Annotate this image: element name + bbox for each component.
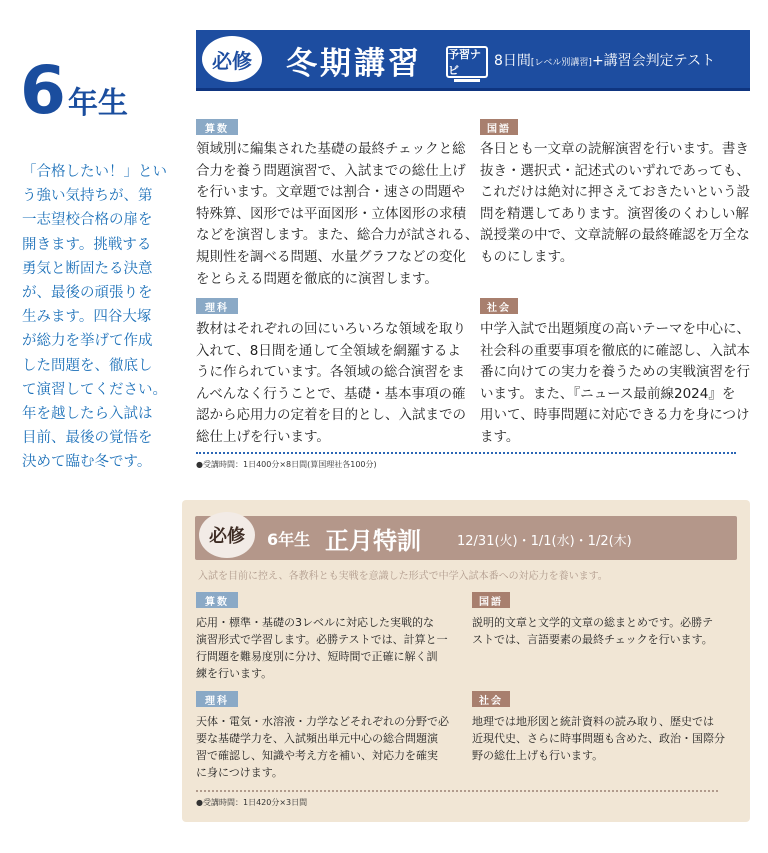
text-line: 各日とも一文章の読解演習を行います。書き (480, 141, 749, 157)
winter-time-note: ●受講時間：1日400分×8日間(算国理社各100分) (196, 460, 377, 469)
text-line: などを演習します。また、総合力が試される、 (196, 227, 479, 244)
text-line: います。また、『ニュース最前線2024』を (480, 385, 736, 402)
intro-line: が総力を挙げて作成 (22, 333, 153, 350)
text-line: これだけは絶対に押さえておきたいという設 (480, 184, 750, 201)
text-line: 近現代史、さらに時事問題も含めた、政治・国際分 (472, 732, 725, 745)
text-line: 教材はそれぞれの回にいろいろな領域を取り (196, 321, 466, 337)
required-badge: 必修 (202, 36, 262, 82)
newyear-social-text (472, 713, 725, 764)
text-line: 習で確認し、知識や考え方を補い、対応力を確実 (196, 749, 438, 762)
winter-japanese-text (480, 139, 750, 269)
text-line: 要な基礎学力を、入試頻出単元中心の総合問題演 (196, 732, 438, 745)
japanese-tag: 国語 (480, 119, 518, 135)
text-line: 天体・電気・水溶液・力学などそれぞれの分野で必 (196, 715, 449, 728)
social-tag: 社会 (472, 691, 510, 707)
winter-test-note: +講習会判定テスト (591, 53, 716, 69)
text-line: 合力を養う問題演習で、入試までの総仕上げ (196, 162, 466, 179)
intro-line: 生みます。四谷大塚 (22, 309, 152, 326)
newyear-lead: 入試を目前に控え、各教科とも実戦を意識した形式で中学入試本番への対応力を養います。 (198, 571, 608, 582)
newyear-science-text (196, 713, 449, 781)
winter-course-banner (196, 30, 750, 91)
text-line: 抜き・選択式・記述式のいずれであっても、 (480, 162, 750, 179)
text-line: 社会科の重要事項を徹底的に確認し、入試本 (480, 342, 750, 359)
text-line: 用いて、時事問題に対応できる力を身につけ (480, 407, 750, 424)
winter-social-text (480, 319, 750, 449)
science-tag: 理科 (196, 298, 238, 314)
newyear-time-note: ●受講時間：1日420分×3日間 (196, 798, 308, 807)
science-tag: 理科 (196, 691, 238, 707)
intro-line: う強い気持ちが、第 (22, 188, 153, 205)
text-line: 野の総仕上げも行います。 (472, 749, 604, 762)
text-line: んべんなく行うことで、基礎・基本事項の確 (196, 385, 466, 402)
newyear-math-text (196, 614, 448, 682)
intro-line: 決めて臨む冬です。 (22, 454, 152, 471)
newyear-course-banner (195, 516, 737, 560)
winter-days: 8日間 (494, 53, 531, 69)
intro-line: 勇気と断固たる決意 (22, 260, 153, 277)
text-line: 総仕上げを行います。 (196, 428, 330, 445)
social-tag: 社会 (480, 298, 518, 314)
yoshu-navi-icon: 予習ナビ (446, 46, 488, 78)
text-line: 番に向けての実力を養うための実戦演習を行 (480, 364, 750, 381)
text-line: 説明的文章と文学的文章の総まとめです。必勝テ (472, 616, 714, 629)
winter-level-note: [レベル別講習] (530, 58, 592, 68)
newyear-japanese-text (472, 614, 713, 648)
text-line: 演習形式で学習します。必勝テストでは、計算と一 (196, 633, 448, 646)
text-line: ストでは、言語要素の最終チェックを行います。 (472, 633, 713, 646)
intro-text (22, 160, 172, 475)
japanese-tag: 国語 (472, 592, 510, 608)
winter-course-title: 冬期講習 (286, 46, 422, 82)
grade-heading (20, 52, 128, 129)
text-line: を行います。文章題では割合・速さの問題や (196, 184, 465, 201)
divider (196, 790, 718, 792)
text-line: 規則性を調べる問題、水量グラフなどの変化 (196, 248, 466, 265)
math-tag: 算数 (196, 119, 238, 135)
winter-course-subtitle (494, 50, 715, 70)
text-line: 認から応用力の定着を目的とし、入試までの (196, 407, 466, 424)
text-line: 練を行います。 (196, 667, 273, 680)
text-line: 応用・標準・基礎の3レベルに対応した実戦的な (196, 616, 434, 629)
math-tag: 算数 (196, 592, 238, 608)
newyear-grade: 6年生 (267, 530, 311, 549)
newyear-dates: 12/31(火)・1/1(水)・1/2(木) (457, 534, 632, 549)
text-line: ものにします。 (480, 248, 574, 265)
winter-math-text (196, 139, 478, 290)
intro-line: 「合格したい！」とい (22, 164, 167, 180)
newyear-course-title: 正月特訓 (325, 527, 421, 555)
intro-line: て演習してください。 (22, 381, 167, 398)
text-line: ます。 (480, 428, 520, 445)
divider (196, 452, 736, 454)
text-line: 地理では地形図と統計資料の読み取り、歴史では (472, 715, 714, 728)
intro-line: 開きます。挑戦する (22, 236, 152, 253)
text-line: 入れて、8日間を通して全領域を網羅するよ (196, 342, 461, 359)
text-line: 問を精選してあります。演習後のくわしい解 (480, 205, 749, 222)
intro-line: が、最後の頑張りを (22, 285, 153, 302)
text-line: 説授業の中で、文章読解の最終確認を万全な (480, 227, 750, 244)
text-line: 中学入試で出題頻度の高いテーマを中心に、 (480, 321, 750, 337)
text-line: 特殊算、図形では平面図形・立体図形の求積 (196, 205, 466, 222)
intro-line: 目前、最後の覚悟を (22, 430, 153, 447)
intro-line: 一志望校合格の扉を (22, 212, 153, 229)
intro-line: 年を越したら入試は (22, 406, 153, 423)
intro-line: した問題を、徹底し (22, 357, 153, 374)
required-badge: 必修 (199, 512, 255, 558)
text-line: 行問題を難易度別に分け、短時間で正確に解く訓 (196, 650, 438, 663)
text-line: をとらえる問題を徹底的に演習します。 (196, 270, 438, 287)
grade-number: 6 (20, 52, 66, 129)
grade-unit: 年生 (67, 86, 128, 121)
winter-science-text (196, 319, 466, 449)
text-line: 領域別に編集された基礎の最終チェックと総 (196, 141, 466, 157)
text-line: うに作られています。各領域の総合演習をま (196, 364, 465, 381)
text-line: に身につけます。 (196, 766, 283, 779)
